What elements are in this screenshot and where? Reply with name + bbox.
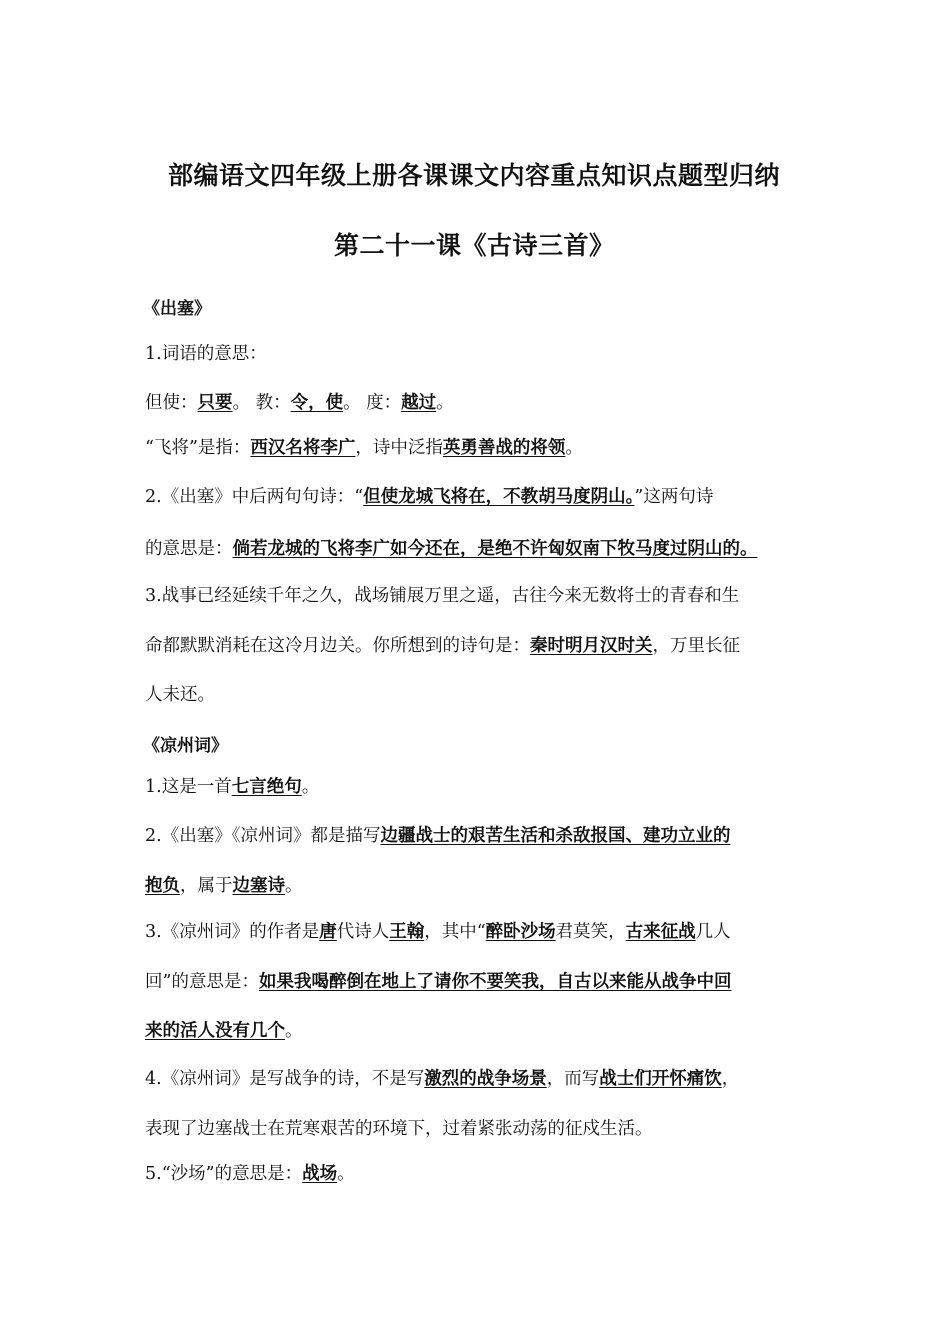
answer-text: 令，使 [290,393,344,413]
answer-text: 西汉名将李广 [250,438,356,458]
answer-text: 战场 [302,1164,338,1184]
answer-text: 七言绝句 [231,777,302,797]
text-run: ，而写 [546,1069,600,1089]
answer-text: 英勇善战的将领 [442,438,566,458]
text-run: ，其中“ [424,922,486,942]
text-run: ”这两句诗 [634,487,714,507]
text-run: ，诗中泛指 [355,438,443,458]
answer-text: 边疆战士的艰苦生活和杀敌报国、建功立业的 [380,826,731,846]
answer-text: 秦时明月汉时关 [530,636,653,656]
lesson-title: 第二十一课《古诗三首》 [334,231,615,260]
text-line [145,436,583,460]
text-run: 命都默默消耗在这冷月边关。你所想到的诗句是： [145,636,530,656]
text-line [145,391,454,415]
text-run: ， [721,1069,740,1089]
answer-text: 越过 [401,393,437,413]
answer-text: 激烈的战争场景 [424,1069,547,1089]
answer-text: 如果我喝醉倒在地上了请你不要笑我，自古以来能从战争中回 [258,972,732,992]
text-line [145,1117,653,1141]
text-line [145,920,731,944]
answer-text: 来的活人没有几个 [145,1021,285,1041]
text-run: “飞将”是指： [145,438,251,458]
text-line [145,775,319,799]
text-line [145,342,267,366]
text-run: 4.《凉州词》是写战争的诗，不是写 [145,1069,425,1089]
text-line [145,683,215,707]
text-run: 。 [565,438,583,458]
answer-text: 边塞诗 [232,876,285,896]
answer-text: 古来征战 [625,922,696,942]
text-run: 。 [285,1021,303,1041]
text-run: 表现了边塞战士在荒寒艰苦的环境下，过着紧张动荡的征戍生活。 [145,1119,653,1139]
text-run: 。 度： [343,393,402,413]
answer-text: 战士们开怀痛饮 [599,1069,722,1089]
answer-text: 王翰 [389,922,425,942]
text-run: 。 [436,393,454,413]
text-run: 的意思是： [145,539,233,559]
answer-text: 只要 [197,393,233,413]
text-run: 1.词语的意思： [145,344,267,364]
section-heading: 《凉州词》 [143,736,228,756]
text-run: 。 [301,777,320,797]
page-title: 部编语文四年级上册各课课文内容重点知识点题型归纳 [168,161,781,190]
text-run: 1.这是一首 [145,777,232,797]
text-run: 5.“沙场”的意思是： [145,1164,303,1184]
answer-text: 抱负 [145,876,180,896]
answer-text: 倘若龙城的飞将李广如今还在，是绝不许匈奴南下牧马度过阴山的。 [232,539,758,559]
text-run: 。 [337,1164,355,1184]
text-run: 人未还。 [145,685,215,705]
text-run: 。 [285,876,303,896]
answer-text: 但使龙城飞将在，不教胡马度阴山。 [363,487,635,507]
text-run: ，万里长征 [652,636,740,656]
text-line [145,537,758,561]
text-run: 几人 [695,922,731,942]
text-run: 。 教： [232,393,291,413]
text-line [145,970,731,994]
text-run: 3.战事已经延续千年之久，战场铺展万里之遥，古往今来无数将士的青春和生 [145,586,740,606]
text-run: 3.《凉州词》的作者是 [145,922,320,942]
text-line [145,1162,355,1186]
text-run: 代诗人 [336,922,390,942]
text-line [145,874,303,898]
text-run: 2.《出塞》《凉州词》都是描写 [145,826,381,846]
text-line [145,584,739,608]
text-run: 但使： [145,393,198,413]
text-line [145,1067,739,1091]
text-line [145,634,740,658]
text-run: 君莫笑， [555,922,626,942]
answer-text: 醉卧沙场 [485,922,556,942]
text-line [145,485,713,509]
answer-text: 唐 [319,922,337,942]
section-heading: 《出塞》 [143,299,211,319]
text-run: 2.《出塞》中后两句句诗：“ [145,487,364,507]
text-run: ，属于 [180,876,233,896]
text-run: 回”的意思是： [145,972,259,992]
text-line [145,1019,303,1043]
text-line [145,824,730,848]
